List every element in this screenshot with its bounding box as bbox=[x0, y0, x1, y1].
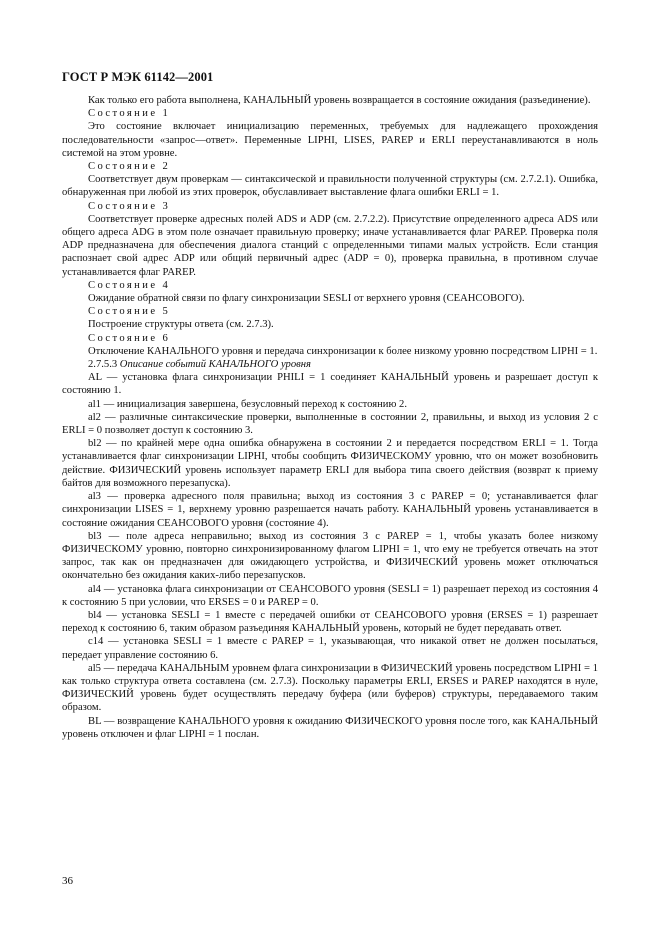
paragraph: BL — возвращение КАНАЛЬНОГО уровня к ожиданию ФИЗИЧЕСКОГО уровня после того, как КАНАЛЬНЫЙ уровень отключен и флаг LIPHI = 1 послан. bbox=[62, 715, 598, 740]
paragraph: Ожидание обратной связи по флагу синхронизации SESLI от верхнего уровня (СЕАНСОВОГО). bbox=[88, 293, 525, 305]
document-body bbox=[62, 94, 598, 741]
page-number: 36 bbox=[62, 875, 73, 887]
paragraph: al2 — различные синтаксические проверки, выполненные в состоянии 2, правильны, и выход из условия 2 с ERLI = 0 позволяет доступ к состоянию 3. bbox=[62, 411, 598, 437]
paragraph: Соответствует двум проверкам — синтаксической и правильности полученной структуры (см. 2.7.2.1). Ошибка, обнаруженная при любой из этих проверок, обуславливает выставление флага ошибки ERLI = 1. bbox=[62, 174, 598, 199]
section-title: Описание событий КАНАЛЬНОГО уровня bbox=[119, 359, 311, 371]
state-heading: Состояние 4 bbox=[88, 279, 171, 291]
paragraph: al3 — проверка адресного поля правильна; выход из состояния 3 с PAREP = 0; устанавливается флаг синхронизации LISES = 1, верхнему уровню разрешается начать работу. КАНАЛЬНЫЙ уровень устанавливается в состояние ожидания СЕАНСОВОГО уровня (состояние 4). bbox=[62, 491, 598, 529]
paragraph: Соответствует проверке адресных полей ADS и ADP (см. 2.7.2.2). Присутствие определенного адреса ADS или общего адреса ADG в этом поле означает правильную проверку; иначе устанавливается флаг PAREP. Проверка поля ADP предназначена для обеспечения диалога станций с определенными типами малых устройств. Если станция распознает свой адрес ADP или общий первичный адрес (ADP = 0), проверка правильна, в противном случае устанавливается флаг PAREP. bbox=[62, 213, 598, 278]
paragraph: al4 — установка флага синхронизации от СЕАНСОВОГО уровня (SESLI = 1) разрешает переход из состояния 4 к состоянию 5 при условии, что ERSES = 0 и PAREP = 0. bbox=[62, 583, 598, 608]
state-heading: Состояние 6 bbox=[88, 332, 171, 344]
state-heading: Состояние 3 bbox=[88, 200, 171, 212]
standard-header: ГОСТ Р МЭК 61142—2001 bbox=[62, 70, 214, 84]
paragraph: Как только его работа выполнена, КАНАЛЬНЫЙ уровень возвращается в состояние ожидания (разъединение). bbox=[88, 95, 591, 106]
paragraph: bl2 — по крайней мере одна ошибка обнаружена в состоянии 2 и передается посредством ERLI = 1. Тогда устанавливается флаг синхронизации LIPHI, чтобы сообщить ФИЗИЧЕСКОМУ уровню, что он может возобновить действие. ФИЗИЧЕСКИЙ уровень использует параметр ERLI для выбора типа своего действия (возврат к приему байтов для возможного перезапуска). bbox=[62, 438, 598, 489]
section-number: 2.7.5.3 bbox=[88, 359, 118, 371]
paragraph: al5 — передача КАНАЛЬНЫМ уровнем флага синхронизации в ФИЗИЧЕСКИЙ уровень посредством LIPHI = 1 как только структура ответа составлена (см. 2.7.3). Поскольку параметры ERLI, ERSES и PAREP находятся в нуле, ФИЗИЧЕСКИЙ уровень будет осуществлять передачу буфера (или буферов) структуры, передаваемого таким образом. bbox=[62, 662, 598, 714]
paragraph: Это состояние включает инициализацию переменных, требуемых для надлежащего прохождения последовательности «запрос—ответ». Переменные LIPHI, LISES, PAREP и ERLI переустанавливаются в ноль системой на этом уровне. bbox=[62, 121, 598, 159]
paragraph: AL — установка флага синхронизации PHILI = 1 соединяет КАНАЛЬНЫЙ уровень и разрешает доступ к состоянию 1. bbox=[62, 372, 598, 397]
state-heading: Состояние 1 bbox=[88, 108, 171, 120]
paragraph: Отключение КАНАЛЬНОГО уровня и передача синхронизации к более низкому уровню посредством LIPHI = 1. bbox=[88, 345, 598, 357]
state-heading: Состояние 2 bbox=[88, 161, 171, 173]
paragraph: bl4 — установка SESLI = 1 вместе с передачей ошибки от СЕАНСОВОГО уровня (ERSES = 1) разрешает переход к состоянию 6, таким образом разъединяя КАНАЛЬНЫЙ уровень, который не будет передавать ответ. bbox=[62, 609, 598, 635]
section-heading bbox=[62, 358, 598, 371]
paragraph: c14 — установка SESLI = 1 вместе с PAREP = 1, указывающая, что никакой ответ не должен посылаться, передает управление состоянию 6. bbox=[62, 636, 598, 661]
paragraph: bl3 — поле адреса неправильно; выход из состояния 3 с PAREP = 1, чтобы указать более низкому ФИЗИЧЕСКОМУ уровню, повторно синхронизированному флагом LIPHI = 1, что ему не требуется отвечать на этот запрос, так как он предназначен для ожидающего устройства, и ФИЗИЧЕСКИЙ уровень может отключаться окончательно без ожидания каких-либо перезапусков. bbox=[62, 530, 598, 582]
paragraph: al1 — инициализация завершена, безусловный переход к состоянию 2. bbox=[88, 398, 407, 410]
paragraph: Построение структуры ответа (см. 2.7.3). bbox=[88, 319, 274, 331]
state-heading: Состояние 5 bbox=[88, 306, 171, 318]
